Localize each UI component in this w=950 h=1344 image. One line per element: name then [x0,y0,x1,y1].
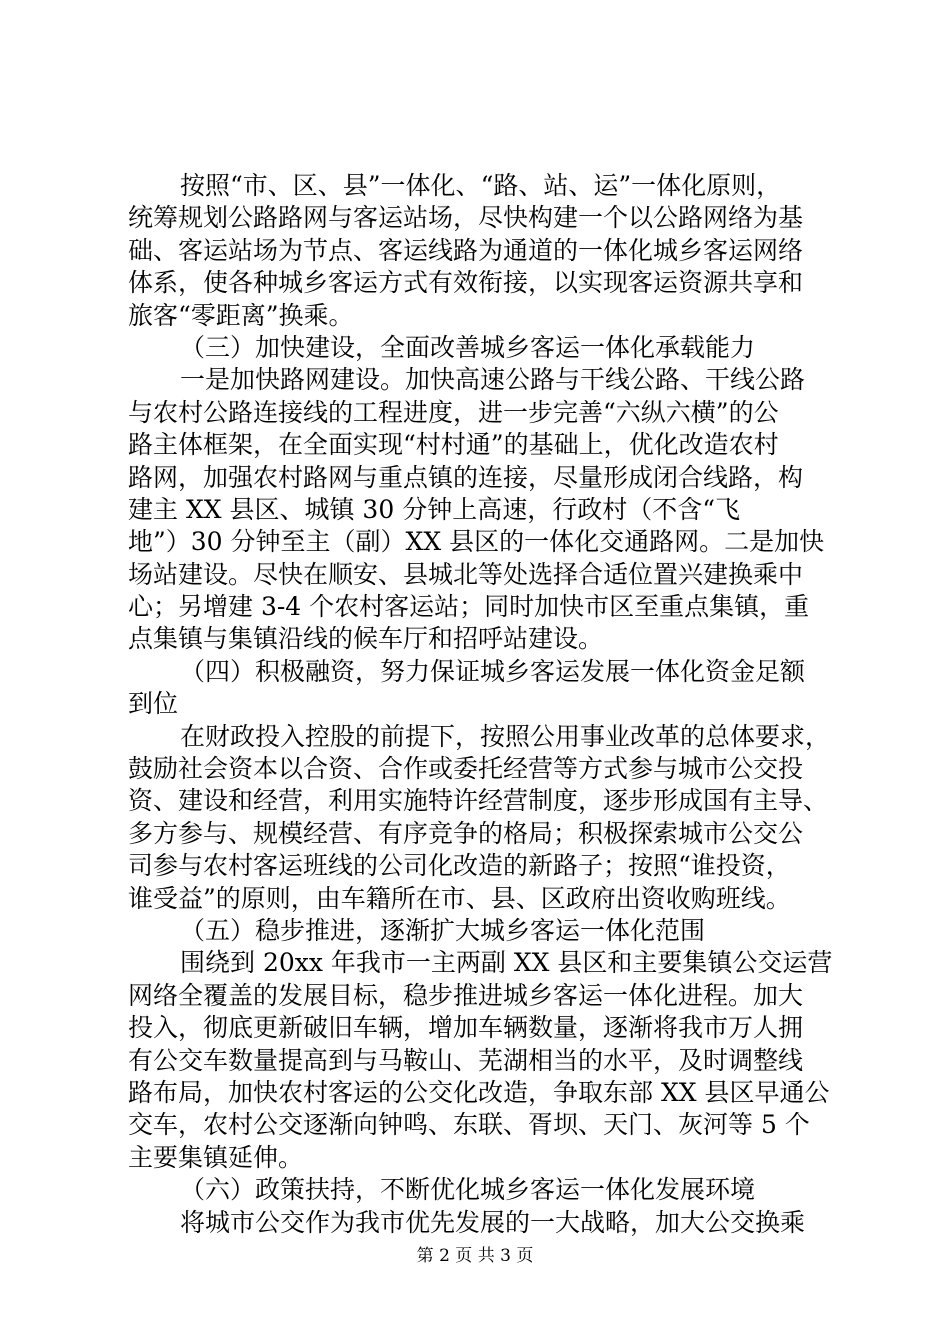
text-line: 到位 [128,689,179,719]
text-line: （六）政策扶持，不断优化城乡客运一体化发展环境 [180,1175,756,1205]
text-line: 统筹规划公路路网与客运站场，尽快构建一个以公路网络为基 [128,203,804,233]
text-line: 心；另增建 3-4 个农村客运站；同时加快市区至重点集镇，重 [128,592,810,622]
text-line: 谁受益”的原则，由车籍所在市、县、区政府出资收购班线。 [128,883,791,913]
text-line: 地”）30 分钟至主（副）XX 县区的一体化交通路网。二是加快 [128,527,825,557]
text-line: （四）积极融资，努力保证城乡客运发展一体化资金足额 [180,656,806,686]
text-line: 点集镇与集镇沿线的候车厅和招呼站建设。 [128,624,604,654]
text-line: 网络全覆盖的发展目标，稳步推进城乡客运一体化进程。加大 [128,980,804,1010]
text-line: 资、建设和经营，利用实施特许经营制度，逐步形成国有主导、 [128,786,829,816]
text-line: 础、客运站场为节点、客运线路为通道的一体化城乡客运网络 [128,235,804,265]
text-line: 将城市公交作为我市优先发展的一大战略，加大公交换乘 [180,1207,806,1237]
text-line: 有公交车数量提高到与马鞍山、芜湖相当的水平，及时调整线 [128,1045,804,1075]
text-line: 在财政投入控股的前提下，按照公用事业改革的总体要求， [180,721,831,751]
text-line: 体系，使各种城乡客运方式有效衔接，以实现客运资源共享和 [128,268,804,298]
text-line: 按照“市、区、县”一体化、“路、站、运”一体化原则， [180,171,782,200]
text-line: 旅客“零距离”换乘。 [128,300,354,330]
text-line: 围绕到 20xx 年我市一主两副 XX 县区和主要集镇公交运营 [180,948,833,978]
text-line: 建主 XX 县区、城镇 30 分钟上高速，行政村（不含“飞 [128,494,740,524]
document-body [0,170,950,1239]
text-line: 一是加快路网建设。加快高速公路与干线公路、干线公路 [180,365,806,395]
text-line: 交车，农村公交逐渐向钟鸣、东联、胥坝、天门、灰河等 5 个 [128,1110,810,1140]
text-line: 司参与农村客运班线的公司化改造的新路子；按照“谁投资， [128,851,791,881]
text-line: 路网，加强农村路网与重点镇的连接，尽量形成闭合线路，构 [128,462,804,492]
text-line: （五）稳步推进，逐渐扩大城乡客运一体化范围 [180,915,706,945]
text-line: 鼓励社会资本以合资、合作或委托经营等方式参与城市公交投 [128,754,804,784]
text-line: 投入，彻底更新破旧车辆，增加车辆数量，逐渐将我市万人拥 [128,1013,804,1043]
text-line: 与农村公路连接线的工程进度，进一步完善“六纵六横”的公 [128,397,779,427]
text-line: 场站建设。尽快在顺安、县城北等处选择合适位置兴建换乘中 [128,559,804,589]
text-line: 主要集镇延伸。 [128,1142,304,1172]
text-line: 路主体框架，在全面实现“村村通”的基础上，优化改造农村 [128,430,779,460]
text-line: 路布局，加快农村客运的公交化改造，争取东部 XX 县区早通公 [128,1077,830,1107]
text-line: （三）加快建设，全面改善城乡客运一体化承载能力 [180,332,756,362]
text-line: 多方参与、规模经营、有序竞争的格局；积极探索城市公交公 [128,818,804,848]
page-footer: 第 2 页 共 3 页 [416,1246,534,1266]
